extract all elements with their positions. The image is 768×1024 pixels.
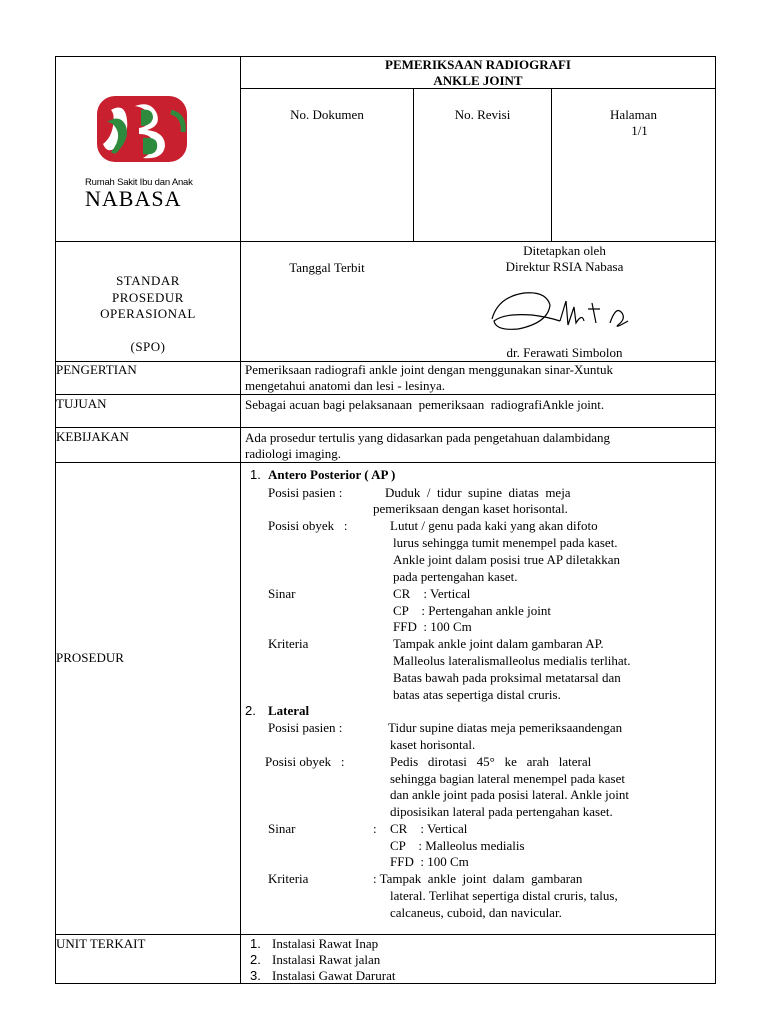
lateral-posisi-pasien-2: kaset horisontal. xyxy=(390,737,476,752)
lateral-posisi-obyek-2: sehingga bagian lateral menempel pada kaset xyxy=(390,771,625,786)
ap-kriteria-2: Malleolus lateralismalleolus medialis terlihat. xyxy=(393,653,631,668)
pengertian-label: PENGERTIAN xyxy=(56,362,137,377)
lateral-posisi-pasien-label: Posisi pasien : xyxy=(268,720,343,735)
ap-posisi-obyek-1: Lutut / genu pada kaki yang akan difoto xyxy=(390,518,598,533)
logo-mark-icon xyxy=(85,92,210,172)
ap-posisi-pasien-2: pemeriksaan dengan kaset horisontal. xyxy=(373,501,568,516)
ditetapkan-line-1: Ditetapkan oleh xyxy=(523,243,606,258)
list-text: Instalasi Rawat Inap xyxy=(272,936,379,951)
unit-terkait-list xyxy=(250,936,395,984)
ap-sinar-1: CR : Vertical xyxy=(393,586,471,601)
ditetapkan-block xyxy=(414,243,715,275)
lateral-kriteria-1: : Tampak ankle joint dalam gambaran xyxy=(373,871,583,886)
pengertian-line-2: mengetahui anatomi dan lesi - lesinya. xyxy=(245,378,445,393)
kebijakan-line-1: Ada prosedur tertulis yang didasarkan pada pengetahuan dalambidang xyxy=(245,430,610,445)
list-number: 3. xyxy=(250,968,261,983)
document-title xyxy=(241,57,715,89)
list-text: Instalasi Gawat Darurat xyxy=(272,968,396,983)
title-line-1: PEMERIKSAAN RADIOGRAFI xyxy=(385,57,571,72)
hospital-logo xyxy=(85,92,210,211)
ditetapkan-line-2: Direktur RSIA Nabasa xyxy=(505,259,624,274)
ap-sinar-3: FFD : 100 Cm xyxy=(393,619,472,634)
ap-title: Antero Posterior ( AP ) xyxy=(268,467,396,482)
spo-line-2: PROSEDUR xyxy=(112,289,184,305)
list-number: 2. xyxy=(250,952,261,967)
lateral-kriteria-3: calcaneus, cuboid, dan navicular. xyxy=(390,905,562,920)
ap-posisi-obyek-2: lurus sehingga tumit menempel pada kaset. xyxy=(393,535,618,550)
prosedur-label: PROSEDUR xyxy=(56,650,124,665)
lateral-posisi-obyek-1: Pedis dirotasi 45° ke arah lateral xyxy=(390,754,592,769)
ap-kriteria-1: Tampak ankle joint dalam gambaran AP. xyxy=(393,636,604,651)
unit-terkait-label: UNIT TERKAIT xyxy=(56,936,146,951)
lateral-number: 2. xyxy=(245,703,256,718)
lateral-posisi-pasien-1: Tidur supine diatas meja pemeriksaandengan xyxy=(388,720,623,735)
ap-number: 1. xyxy=(250,467,261,482)
lateral-title: Lateral xyxy=(268,703,310,718)
ap-sinar-label: Sinar xyxy=(268,586,296,601)
ap-posisi-obyek-4: pada pertengahan kaset. xyxy=(393,569,518,584)
ap-posisi-obyek-3: Ankle joint dalam posisi true AP diletakkan xyxy=(393,552,620,567)
halaman-value: 1/1 xyxy=(631,123,648,138)
lateral-kriteria-2: lateral. Terlihat sepertiga distal cruris, talus, xyxy=(390,888,618,903)
tujuan-label: TUJUAN xyxy=(56,396,107,411)
spo-block xyxy=(56,273,240,355)
ap-sinar-2: CP : Pertengahan ankle joint xyxy=(393,603,552,618)
lateral-sinar-colon: : xyxy=(373,821,377,836)
list-text: Instalasi Rawat jalan xyxy=(272,952,381,967)
lateral-sinar-label: Sinar xyxy=(268,821,296,836)
lateral-posisi-obyek-label: Posisi obyek : xyxy=(265,754,345,769)
list-item xyxy=(250,936,395,952)
ap-posisi-pasien-label: Posisi pasien : xyxy=(268,485,343,500)
spo-line-4: (SPO) xyxy=(130,338,166,354)
spo-line-3: OPERASIONAL xyxy=(100,306,196,321)
no-revisi-label: No. Revisi xyxy=(454,107,511,122)
halaman-label: Halaman xyxy=(610,107,657,122)
pengertian-line-1: Pemeriksaan radiografi ankle joint dengan menggunakan sinar-Xuntuk xyxy=(245,362,613,377)
ap-kriteria-label: Kriteria xyxy=(268,636,309,651)
halaman-cell xyxy=(552,107,715,139)
kebijakan-line-2: radiologi imaging. xyxy=(245,446,342,461)
list-item xyxy=(250,952,395,968)
tujuan-text: Sebagai acuan bagi pelaksanaan pemeriksaan radiografiAnkle joint. xyxy=(245,397,605,412)
list-item xyxy=(250,968,395,984)
title-line-2: ANKLE JOINT xyxy=(433,73,523,88)
lateral-sinar-2: CP : Malleolus medialis xyxy=(390,838,525,853)
pengertian-text xyxy=(245,362,701,394)
lateral-sinar-3: FFD : 100 Cm xyxy=(390,854,469,869)
lateral-posisi-obyek-4: diposisikan lateral pada pertengahan kaset. xyxy=(390,804,613,819)
ap-posisi-obyek-label: Posisi obyek : xyxy=(268,518,348,533)
spo-line-1: STANDAR xyxy=(116,273,180,288)
tanggal-terbit-label: Tanggal Terbit xyxy=(289,260,365,275)
lateral-posisi-obyek-3: dan ankle joint pada posisi lateral. Ankle joint xyxy=(390,787,630,802)
logo-name: NABASA xyxy=(85,186,182,211)
signer-name: dr. Ferawati Simbolon xyxy=(506,345,623,360)
kebijakan-label: KEBIJAKAN xyxy=(56,429,129,444)
list-number: 1. xyxy=(250,936,261,951)
kebijakan-text xyxy=(245,430,701,462)
ap-kriteria-3: Batas bawah pada proksimal metatarsal dan xyxy=(393,670,621,685)
no-dokumen-label: No. Dokumen xyxy=(290,107,364,122)
lateral-sinar-1: CR : Vertical xyxy=(390,821,468,836)
lateral-kriteria-label: Kriteria xyxy=(268,871,309,886)
logo-subtitle: Rumah Sakit Ibu dan Anak xyxy=(85,177,193,188)
ap-kriteria-4: batas atas sepertiga distal cruris. xyxy=(393,687,561,702)
ap-posisi-pasien-1: Duduk / tidur supine diatas meja xyxy=(385,485,571,500)
signature-icon xyxy=(488,283,638,341)
